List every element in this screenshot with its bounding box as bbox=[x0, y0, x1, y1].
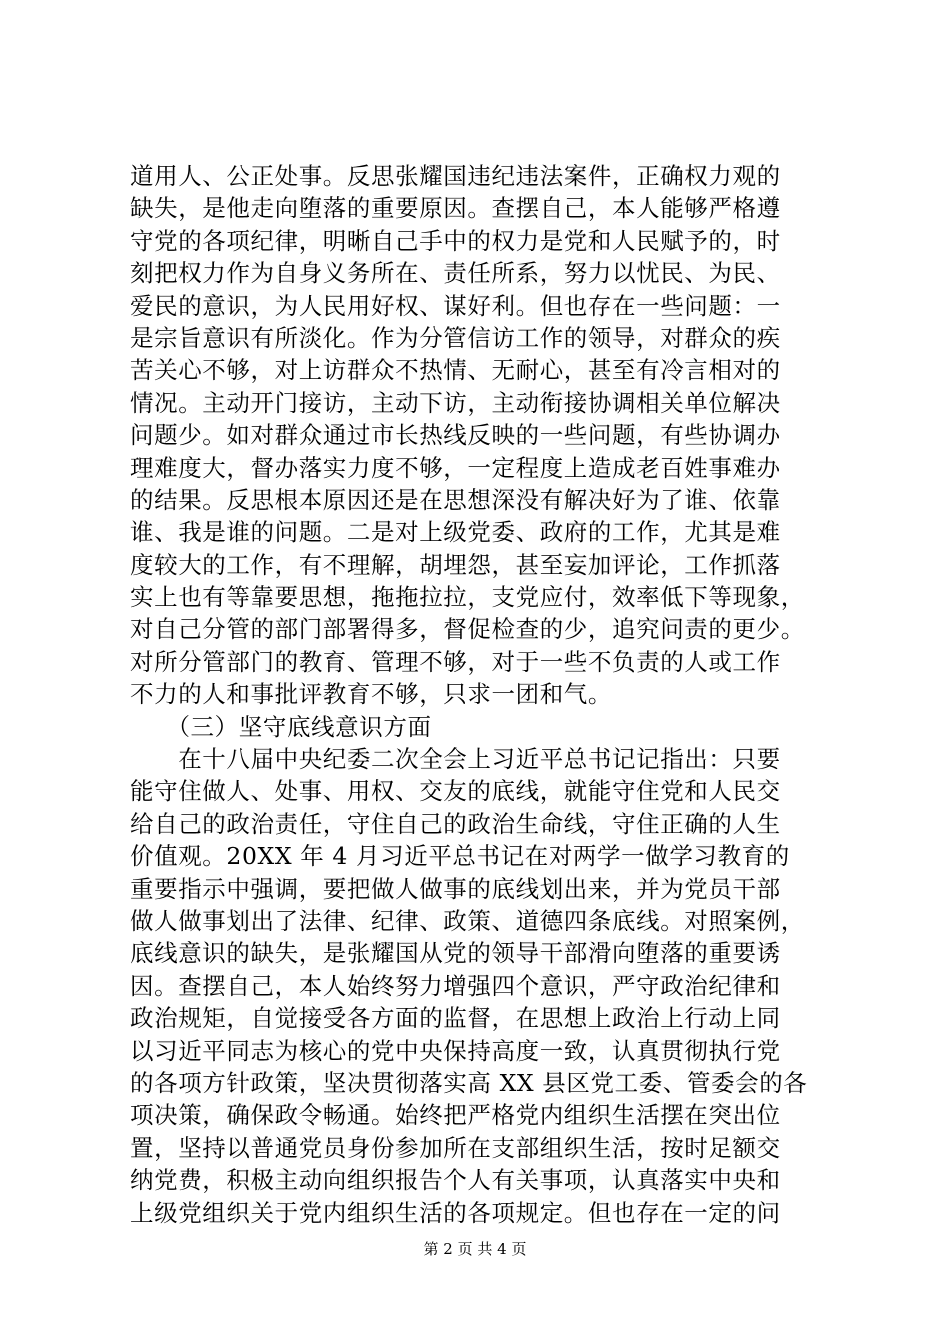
text-line: 项决策，确保政令畅通。始终把严格党内组织生活摆在突出位 bbox=[130, 1101, 781, 1130]
text-line: 情况。主动开门接访，主动下访，主动衔接协调相关单位解决 bbox=[130, 388, 781, 417]
text-line: 爱民的意识，为人民用好权、谋好利。但也存在一些问题：一 bbox=[130, 291, 781, 320]
text-line: 度较大的工作，有不理解，胡埋怨，甚至妄加评论，工作抓落 bbox=[130, 550, 781, 579]
text-line: 以习近平同志为核心的党中央保持高度一致，认真贯彻执行党 bbox=[130, 1036, 781, 1065]
text-line: 缺失，是他走向堕落的重要原因。查摆自己，本人能够严格遵 bbox=[130, 194, 781, 223]
page-footer bbox=[0, 1239, 950, 1259]
text-line: 的结果。反思根本原因还是在思想深没有解决好为了谁、依靠 bbox=[130, 485, 781, 514]
text-line: 谁、我是谁的问题。二是对上级党委、政府的工作，尤其是难 bbox=[130, 518, 781, 547]
text-line: 在十八届中央纪委二次全会上习近平总书记记指出：只要 bbox=[130, 745, 781, 774]
text-line: 理难度大，督办落实力度不够，一定程度上造成老百姓事难办 bbox=[130, 453, 781, 482]
text-line: 纳党费，积极主动向组织报告个人有关事项，认真落实中央和 bbox=[130, 1166, 781, 1195]
text-line: 刻把权力作为自身义务所在、责任所系，努力以忧民、为民、 bbox=[130, 259, 781, 288]
text-line: 底线意识的缺失，是张耀国从党的领导干部滑向堕落的重要诱 bbox=[130, 939, 781, 968]
text-line: 置，坚持以普通党员身份参加所在支部组织生活，按时足额交 bbox=[130, 1133, 781, 1162]
text-line: 能守住做人、处事、用权、交友的底线，就能守住党和人民交 bbox=[130, 777, 781, 806]
text-line: 因。查摆自己，本人始终努力增强四个意识，严守政治纪律和 bbox=[130, 971, 781, 1000]
text-line: 守党的各项纪律，明晰自己手中的权力是党和人民赋予的，时 bbox=[130, 226, 781, 255]
text-line: 不力的人和事批评教育不够，只求一团和气。 bbox=[130, 680, 612, 709]
text-line: 苦关心不够，对上访群众不热情、无耐心，甚至有冷言相对的 bbox=[130, 356, 781, 385]
text-line: 对所分管部门的教育、管理不够，对于一些不负责的人或工作 bbox=[130, 647, 781, 676]
text-line: 做人做事划出了法律、纪律、政策、道德四条底线。对照案例， bbox=[130, 906, 805, 935]
text-line: 价值观。20XX 年 4 月习近平总书记在对两学一做学习教育的 bbox=[130, 842, 790, 871]
text-line: 问题少。如对群众通过市长热线反映的一些问题，有些协调办 bbox=[130, 421, 781, 450]
text-line: 重要指示中强调，要把做人做事的底线划出来，并为党员干部 bbox=[130, 874, 781, 903]
text-line: 上级党组织关于党内组织生活的各项规定。但也存在一定的问 bbox=[130, 1198, 781, 1227]
text-line: 道用人、公正处事。反思张耀国违纪违法案件，正确权力观的 bbox=[130, 162, 781, 190]
section-heading: （三）坚守底线意识方面 bbox=[130, 712, 432, 741]
body-text bbox=[130, 160, 830, 1229]
text-line: 实上也有等靠要思想，拖拖拉拉，支党应付，效率低下等现象， bbox=[130, 583, 805, 612]
text-line: 是宗旨意识有所淡化。作为分管信访工作的领导，对群众的疾 bbox=[130, 323, 781, 352]
page-number: 第 2 页 共 4 页 bbox=[423, 1240, 527, 1258]
text-line: 对自己分管的部门部署得多，督促检查的少，追究问责的更少。 bbox=[130, 615, 805, 644]
text-line: 政治规矩，自觉接受各方面的监督，在思想上政治上行动上同 bbox=[130, 1004, 781, 1033]
text-line: 的各项方针政策，坚决贯彻落实高 XX 县区党工委、管委会的各 bbox=[130, 1068, 808, 1097]
text-line: 给自己的政治责任，守住自己的政治生命线，守住正确的人生 bbox=[130, 809, 781, 838]
